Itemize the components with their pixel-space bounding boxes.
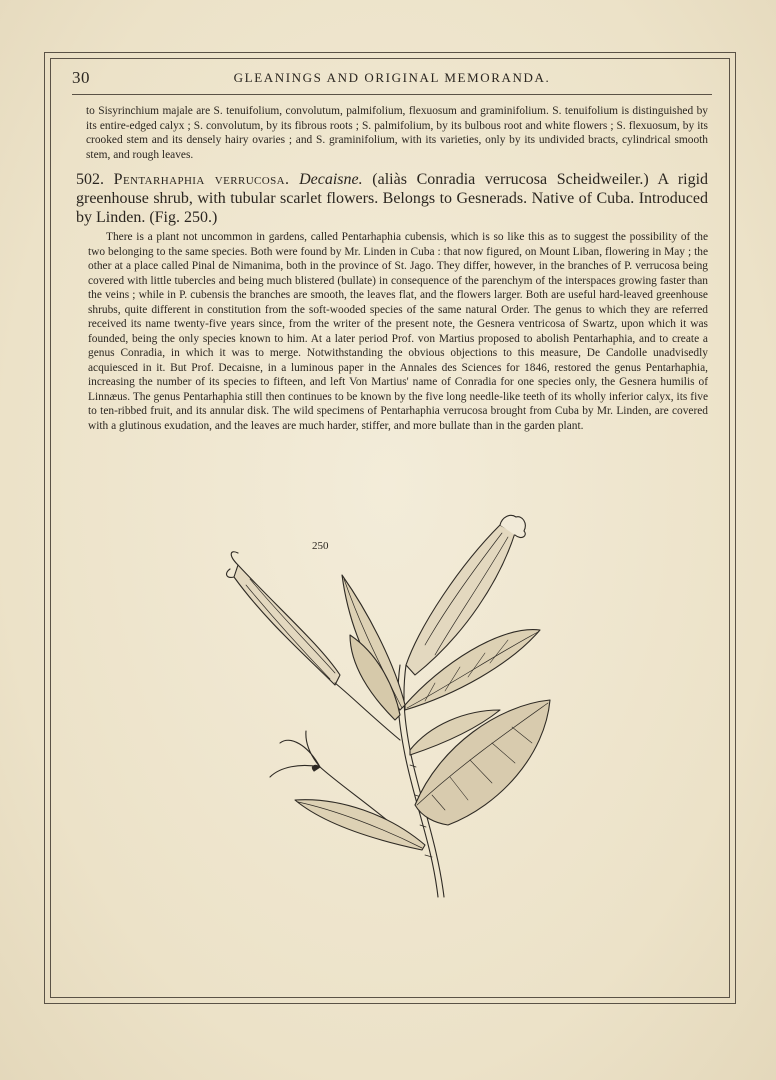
intro-paragraph: to Sisyrinchium majale are S. tenuifolium, convolutum, palmifolium, flexuosum and graminifolium. S. tenuifolium is distinguished by its entire-edged calyx ; S. convolutum, by its fibrous roots ; S. palmifolium, by its bulbous root and white flowers ; S. flexuosum, by its crooked stem and its densely hairy ovaries ; and S. graminifolium, with its varieties, only by its undivided bracts, cylindrical smooth stem, and rough leaves. — [86, 105, 708, 161]
page-number: 30 — [72, 68, 90, 87]
entry-number: 502. — [76, 171, 104, 188]
leaf-lower-left — [295, 800, 425, 850]
body-paragraph: There is a plant not uncommon in gardens, called Pentarhaphia cubensis, which is so like this as to suggest the possibility of the two belonging to the same species. Both were found by Mr. Linden in Cuba : that now figured, on Mount Liban, flowering in May ; the other at a place called Pinal de Nimanima, both in the province of St. Jago. They differ, however, in the branches of P. verrucosa being covered with little tubercles and being much blistered (bullate) in consequence of the parenchym of the interspaces growing faster than the veins ; while in P. cubensis the branches are smooth, the leaves flat, and the flowers larger. Both are useful hard-leaved greenhouse shrubs, quite different in constitution from the soft-wooded species of the same natural Order. The genus to which they are referred received its name twenty-five years since, from the writer of the present note, the Gesnera ventricosa of Swartz, upon which it was founded, being the only species known to him. At a later period Prof. von Martius proposed to abolish Pentarhaphia, and to create a genus Conradia, in which it was to merge. Notwithstanding the obvious objections to this measure, De Candolle unadvisedly acquiesced in it. But Prof. Decaisne, in a luminous paper in the Annales des Sciences for 1846, restored the genus Pentarhaphia, increasing the number of its species to fifteen, and left Von Martius' name of Conradia for one species only, the Gesnera humilis of Linnæus. The genus Pentarhaphia still then continues to be known by the five long needle-like teeth of its wholly inferior calyx, its five to ten-ribbed fruit, and its annular disk. The wild specimens of Pentarhaphia verrucosa brought from Cuba by Mr. Linden, are covered with a glutinous exudation, and the leaves are much harder, stiffer, and more bullate than in the garden plant. — [88, 231, 708, 432]
entry-name: Pentarhaphia verrucosa. — [113, 171, 290, 188]
entry-description: A rigid greenhouse shrub, with tubular scarlet flowers. Belongs to Gesnerads. Native of Cuba. Introduced by Linden. (Fig. 250.) — [76, 171, 709, 226]
header-rule — [72, 94, 712, 95]
intro-block — [86, 104, 708, 162]
botanical-illustration — [210, 505, 570, 905]
entry-synonym: (aliàs Conradia verrucosa Scheidweiler.) — [372, 171, 649, 188]
entry-author: Decaisne. — [299, 171, 363, 188]
page-header — [72, 68, 712, 90]
flower-left — [234, 565, 340, 685]
running-title: GLEANINGS AND ORIGINAL MEMORANDA. — [233, 70, 551, 85]
figure-label: 250 — [312, 540, 329, 552]
entry-heading — [76, 170, 708, 227]
